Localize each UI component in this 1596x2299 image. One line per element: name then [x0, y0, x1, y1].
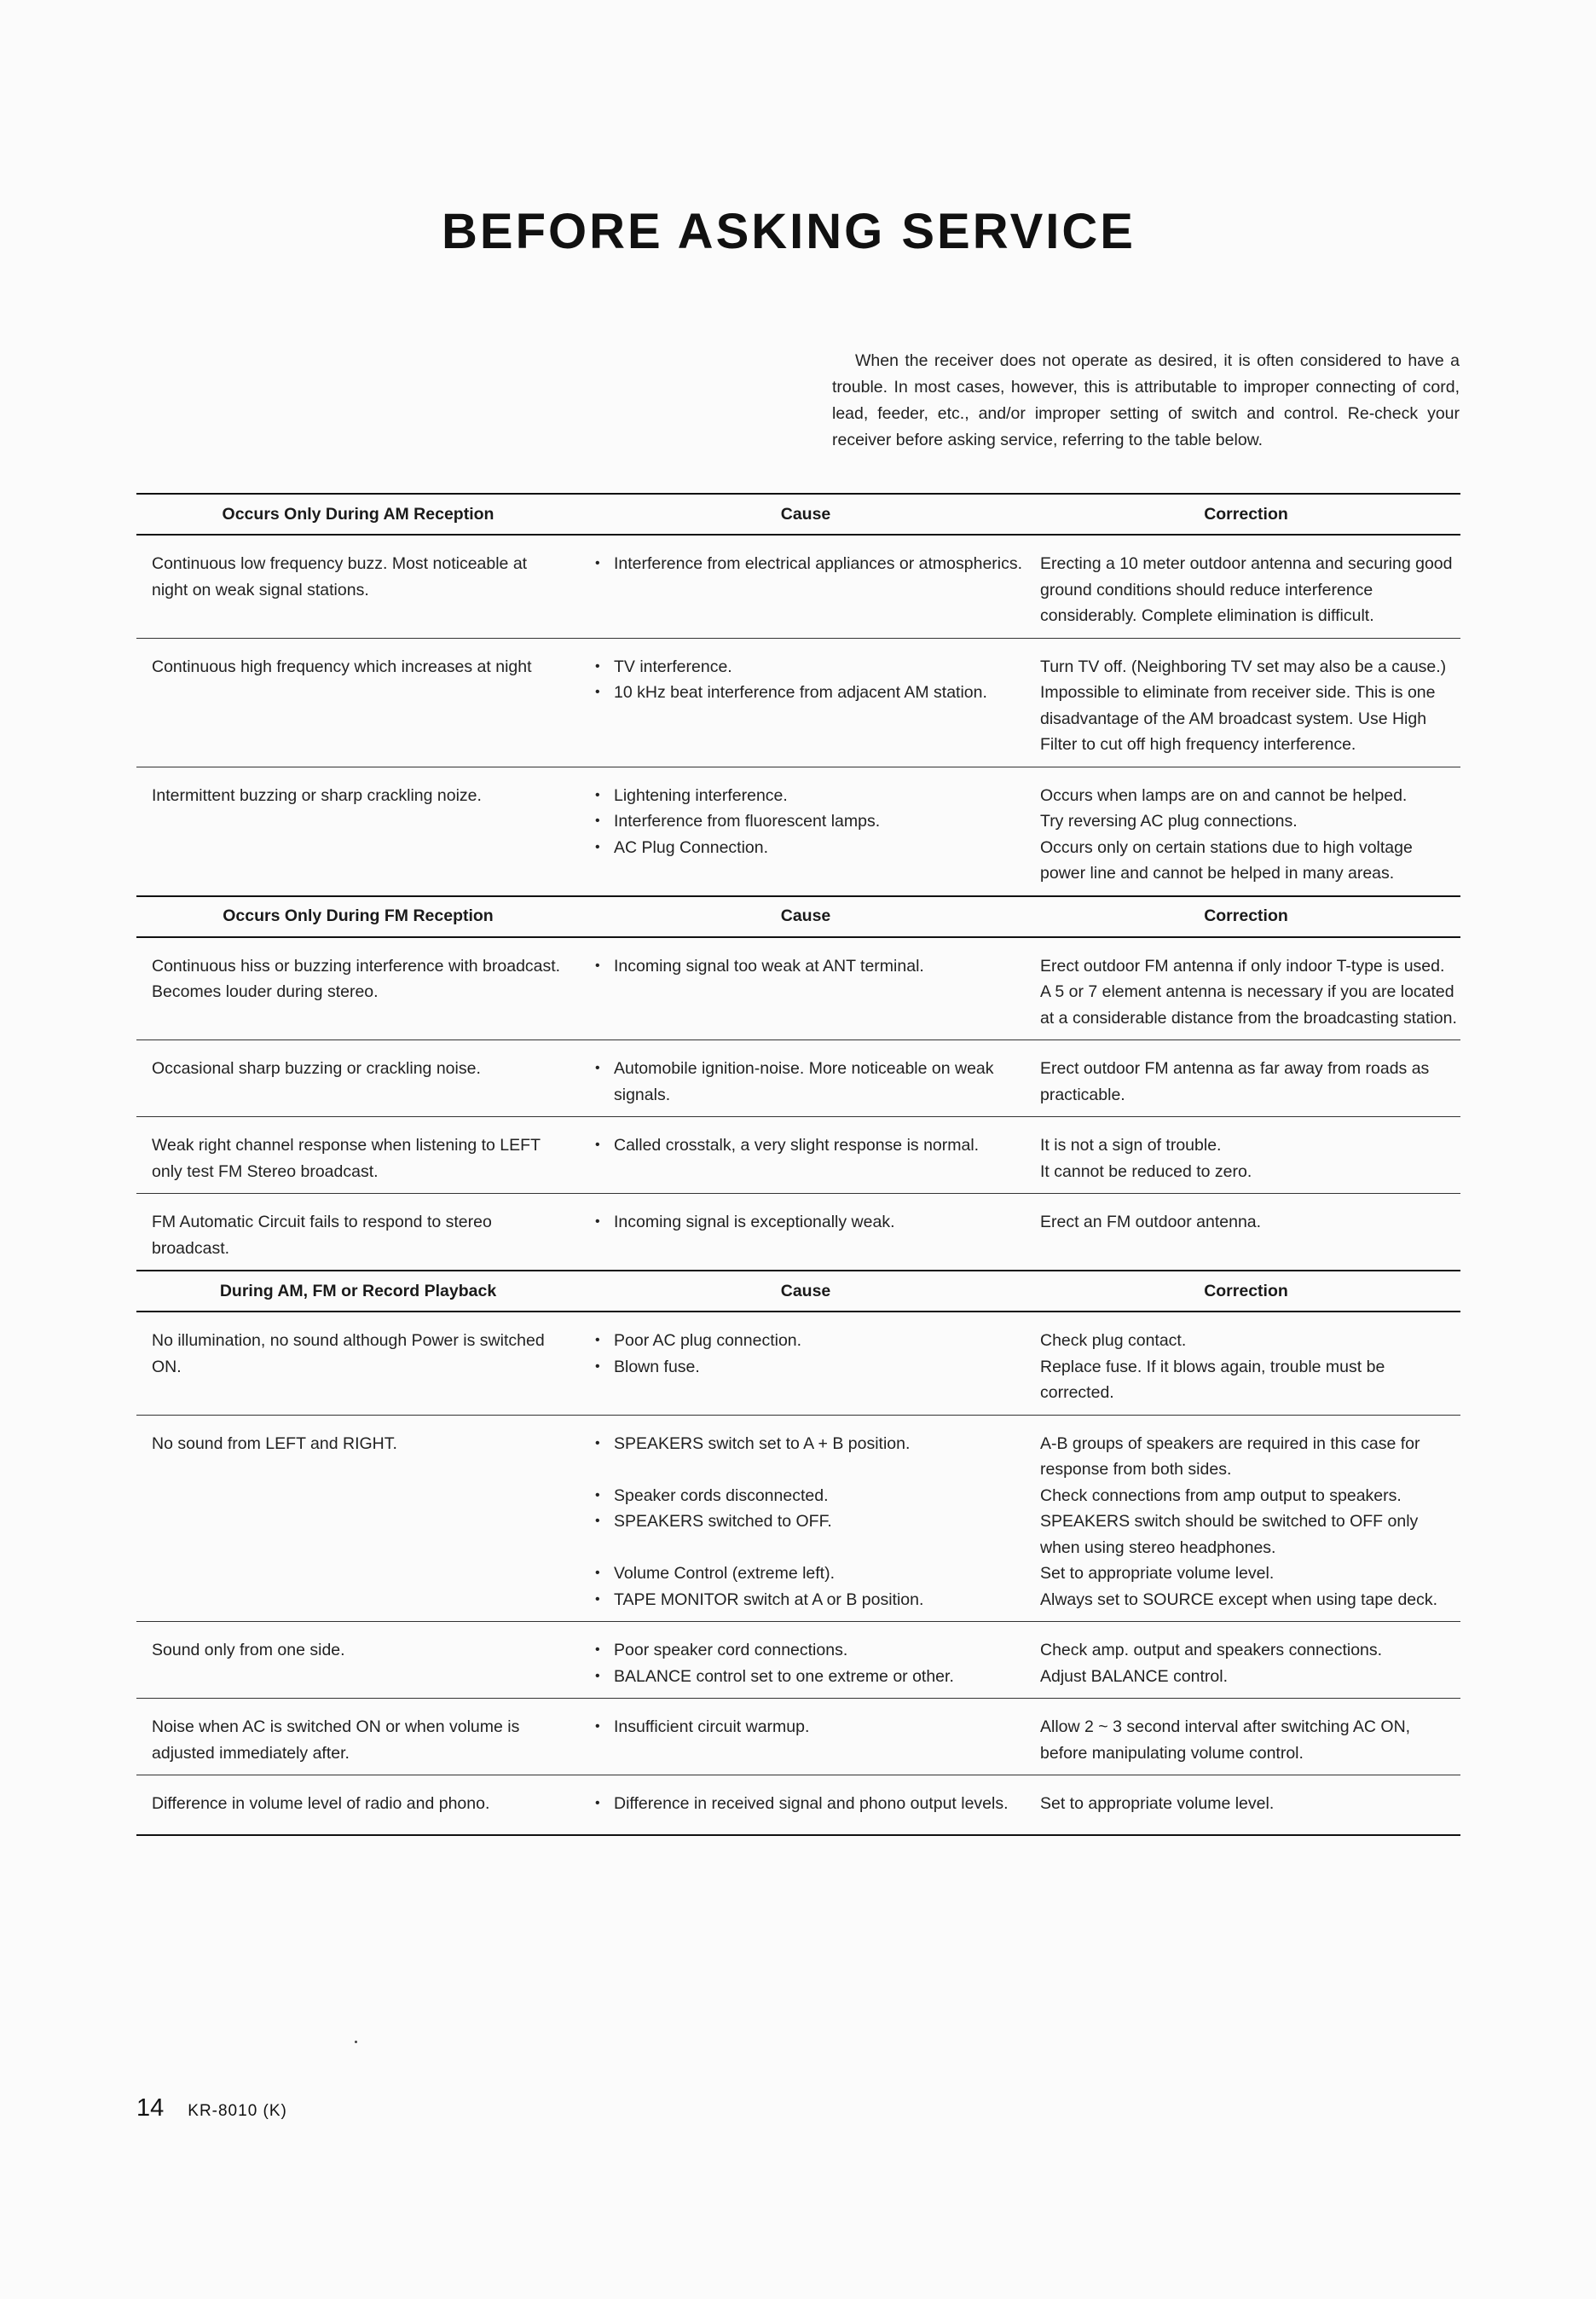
- cause-item: • Speaker cords disconnected.: [595, 1483, 1023, 1509]
- correction-cell: [1032, 551, 1460, 629]
- cause-item: • Incoming signal is exceptionally weak.: [595, 1209, 1023, 1236]
- cause-cell: [580, 1714, 1032, 1766]
- correction-column-header: Correction: [1204, 1281, 1288, 1300]
- table-section: [136, 1270, 1460, 1826]
- symptom-cell: Intermittent buzzing or sharp crackling noize.: [152, 785, 482, 805]
- cause-item: • Called crosstalk, a very slight response is normal.: [595, 1132, 1023, 1159]
- cause-item: • Automobile ignition-noise. More noticeable on weak signals.: [595, 1056, 1023, 1108]
- cause-item: • Difference in received signal and phono output levels.: [595, 1791, 1023, 1817]
- symptom-cell: Weak right channel response when listening to LEFT only test FM Stereo broadcast.: [152, 1136, 541, 1181]
- symptom-cell: No sound from LEFT and RIGHT.: [152, 1433, 397, 1453]
- cause-item: • Incoming signal too weak at ANT terminal.: [595, 953, 1023, 980]
- cause-item: • AC Plug Connection.: [595, 835, 1023, 861]
- cause-item: • Blown fuse.: [595, 1354, 1023, 1381]
- correction-cell: [1032, 1431, 1460, 1613]
- correction-item: Erect outdoor FM antenna as far away from roads as practicable.: [1040, 1059, 1430, 1104]
- table-row: [136, 639, 1460, 767]
- cause-item: • SPEAKERS switched to OFF.: [595, 1509, 1023, 1535]
- correction-cell: [1032, 1714, 1460, 1766]
- symptom-cell: Difference in volume level of radio and phono.: [152, 1794, 490, 1813]
- table-row: [136, 938, 1460, 1041]
- symptom-cell: Noise when AC is switched ON or when volume is adjusted immediately after.: [152, 1717, 520, 1763]
- table-bottom-rule: [136, 1834, 1460, 1836]
- cause-column-header: Cause: [780, 906, 831, 925]
- symptom-cell: Sound only from one side.: [152, 1641, 345, 1659]
- correction-item: Occurs when lamps are on and cannot be helped.: [1040, 785, 1408, 805]
- section-heading: During AM, FM or Record Playback: [219, 1281, 497, 1300]
- cause-item: • Poor speaker cord connections.: [595, 1637, 1023, 1664]
- table-row: [136, 1622, 1460, 1699]
- table-row: [136, 1775, 1460, 1826]
- cause-cell: [580, 783, 1032, 887]
- correction-cell: [1032, 783, 1460, 887]
- correction-cell: [1032, 1056, 1460, 1108]
- intro-paragraph: When the receiver does not operate as desired, it is often considered to have a trouble. In most cases, however, this is attributable to improper connecting of cord, lead, feeder, etc., and/or improper setting of switch and control. Re-check your receiver before asking service, referring to the table below.: [832, 351, 1460, 449]
- cause-spacer: [595, 1456, 1023, 1483]
- correction-column-header: Correction: [1204, 504, 1288, 524]
- page-title: BEFORE ASKING SERVICE: [442, 204, 1136, 259]
- cause-item: • Volume Control (extreme left).: [595, 1561, 1023, 1587]
- table-row: [136, 767, 1460, 895]
- cause-item: • TAPE MONITOR switch at A or B position.: [595, 1587, 1023, 1613]
- correction-item: Erecting a 10 meter outdoor antenna and securing good ground conditions should reduce interference considerably. Complete elimination is difficult.: [1040, 554, 1453, 625]
- table-row: [136, 1117, 1460, 1194]
- correction-item: Occurs only on certain stations due to high voltage power line and cannot be helped in many areas.: [1040, 837, 1413, 883]
- cause-item: • Insufficient circuit warmup.: [595, 1714, 1023, 1740]
- correction-item: A 5 or 7 element antenna is necessary if you are located at a considerable distance from the broadcasting station.: [1040, 982, 1457, 1028]
- cause-cell: [580, 551, 1032, 629]
- correction-item: Turn TV off. (Neighboring TV set may also be a cause.): [1040, 657, 1447, 676]
- print-speck: [355, 2041, 357, 2043]
- correction-item: Check amp. output and speakers connections.: [1040, 1641, 1383, 1659]
- correction-item: Set to appropriate volume level.: [1040, 1564, 1275, 1583]
- section-header: [136, 1270, 1460, 1312]
- cause-cell: [580, 1328, 1032, 1406]
- symptom-cell: Continuous low frequency buzz. Most noticeable at night on weak signal stations.: [152, 554, 528, 599]
- cause-item: • 10 kHz beat interference from adjacent AM station.: [595, 680, 1023, 706]
- cause-cell: [580, 1056, 1032, 1108]
- correction-item: Try reversing AC plug connections.: [1040, 812, 1298, 831]
- section-heading: Occurs Only During AM Reception: [222, 504, 494, 524]
- correction-cell: [1032, 953, 1460, 1032]
- model-number: KR-8010 (K): [188, 2102, 287, 2120]
- section-header: [136, 895, 1460, 938]
- correction-item: Erect outdoor FM antenna if only indoor T-type is used.: [1040, 956, 1445, 976]
- section-heading: Occurs Only During FM Reception: [223, 906, 494, 925]
- table-row: [136, 1194, 1460, 1270]
- cause-item: • BALANCE control set to one extreme or other.: [595, 1664, 1023, 1690]
- cause-column-header: Cause: [780, 504, 831, 524]
- cause-cell: [580, 1637, 1032, 1689]
- cause-item: • Interference from electrical appliances or atmospherics.: [595, 551, 1023, 577]
- cause-spacer: [595, 1535, 1023, 1561]
- cause-item: • Poor AC plug connection.: [595, 1328, 1023, 1354]
- correction-item: Always set to SOURCE except when using tape deck.: [1040, 1590, 1438, 1609]
- correction-cell: [1032, 1637, 1460, 1689]
- correction-item: Impossible to eliminate from receiver side. This is one disadvantage of the AM broadcast system. Use High Filter to cut off high frequency interference.: [1040, 683, 1436, 754]
- correction-cell: [1032, 1132, 1460, 1184]
- symptom-cell: Continuous high frequency which increases at night: [152, 657, 532, 676]
- cause-cell: [580, 953, 1032, 1032]
- correction-cell: [1032, 1328, 1460, 1406]
- symptom-cell: Continuous hiss or buzzing interference with broadcast. Becomes louder during stereo.: [152, 956, 561, 1001]
- cause-column-header: Cause: [780, 1281, 831, 1300]
- correction-column-header: Correction: [1204, 906, 1288, 925]
- table-row: [136, 536, 1460, 639]
- cause-cell: [580, 1132, 1032, 1184]
- table-section: [136, 493, 1460, 895]
- symptom-cell: Occasional sharp buzzing or crackling noise.: [152, 1059, 481, 1078]
- table-row: [136, 1040, 1460, 1117]
- table-section: [136, 895, 1460, 1271]
- correction-cell: [1032, 1791, 1460, 1817]
- cause-item: • TV interference.: [595, 654, 1023, 680]
- cause-cell: [580, 1431, 1032, 1613]
- cause-cell: [580, 1791, 1032, 1817]
- correction-item: Adjust BALANCE control.: [1040, 1666, 1229, 1686]
- correction-item: Set to appropriate volume level.: [1040, 1794, 1275, 1813]
- cause-cell: [580, 1209, 1032, 1261]
- troubleshooting-table: [136, 493, 1460, 1836]
- correction-cell: [1032, 654, 1460, 758]
- correction-item: Allow 2 ~ 3 second interval after switching AC ON, before manipulating volume control.: [1040, 1717, 1411, 1763]
- correction-item: Check connections from amp output to speakers.: [1040, 1485, 1402, 1505]
- section-header: [136, 493, 1460, 536]
- symptom-cell: No illumination, no sound although Power is switched ON.: [152, 1331, 545, 1376]
- correction-item: Check plug contact.: [1040, 1331, 1187, 1350]
- symptom-cell: FM Automatic Circuit fails to respond to stereo broadcast.: [152, 1213, 492, 1258]
- cause-item: • SPEAKERS switch set to A + B position.: [595, 1431, 1023, 1457]
- table-row: [136, 1416, 1460, 1623]
- correction-item: It is not a sign of trouble.: [1040, 1136, 1222, 1155]
- correction-cell: [1032, 1209, 1460, 1261]
- correction-item: A-B groups of speakers are required in this case for response from both sides.: [1040, 1433, 1420, 1479]
- page-footer: [136, 2094, 287, 2122]
- correction-item: Replace fuse. If it blows again, trouble must be corrected.: [1040, 1357, 1385, 1402]
- correction-item: It cannot be reduced to zero.: [1040, 1161, 1252, 1181]
- cause-item: • Interference from fluorescent lamps.: [595, 808, 1023, 835]
- correction-item: Erect an FM outdoor antenna.: [1040, 1213, 1262, 1231]
- table-row: [136, 1699, 1460, 1775]
- cause-item: • Lightening interference.: [595, 783, 1023, 809]
- page-number: 14: [136, 2094, 165, 2122]
- correction-item: SPEAKERS switch should be switched to OFF only when using stereo headphones.: [1040, 1512, 1419, 1557]
- table-row: [136, 1312, 1460, 1416]
- cause-cell: [580, 654, 1032, 758]
